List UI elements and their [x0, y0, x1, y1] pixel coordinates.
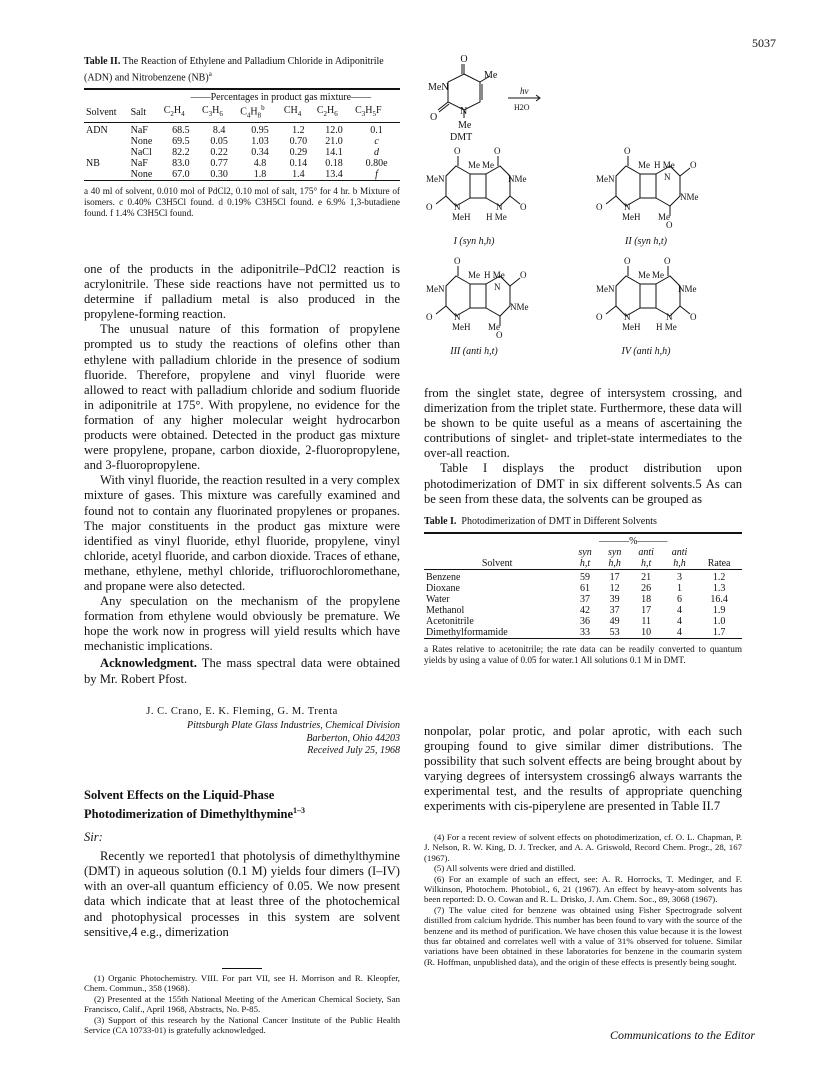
table-cell: 4	[677, 627, 683, 638]
svg-text:Me: Me	[638, 270, 650, 280]
svg-text:Me: Me	[482, 160, 494, 170]
svg-text:O: O	[520, 270, 527, 280]
table-i-col-solvent: Solvent	[481, 558, 513, 569]
reference: (3) Support of this research by the National Cancer Institute of the Public Health Service (CA 10733-01) is gratefully acknowledged.	[84, 1014, 400, 1036]
table-cell: 42	[580, 605, 591, 616]
dimer-iii-label: III (anti h,t)	[450, 346, 498, 357]
article-title-line1: Solvent Effects on the Liquid-Phase	[84, 788, 275, 802]
table-cell: Benzene	[426, 572, 461, 583]
dmt-label: DMT	[450, 132, 473, 143]
svg-text:H Me: H Me	[486, 212, 507, 222]
reference: (1) Organic Photochemistry. VIII. For part VII, see H. Morrison and R. Kleopfer, Chem. Commun., 358 (1968).	[84, 973, 400, 994]
table-row	[424, 627, 742, 639]
svg-text:Me: Me	[658, 212, 670, 222]
svg-text:Me: Me	[484, 70, 498, 81]
svg-text:O: O	[496, 330, 503, 340]
dimer-iv-label: IV (anti h,h)	[621, 346, 671, 357]
table-cell: None	[130, 135, 153, 147]
table-cell: 1.3	[712, 583, 726, 594]
table-cell: 3	[677, 572, 683, 583]
table-ii-col-c2h4: $C_2H_4$	[163, 104, 185, 118]
svg-text:MeN: MeN	[596, 174, 615, 184]
table-cell: 4	[677, 616, 683, 627]
table-cell: 0.1	[370, 124, 383, 136]
svg-text:H Me: H Me	[656, 322, 677, 332]
dmt-photodimer-scheme	[424, 54, 744, 384]
svg-text:O: O	[460, 54, 468, 65]
svg-text:O: O	[664, 256, 671, 266]
svg-text:MeH: MeH	[452, 322, 471, 332]
table-cell: 18	[641, 594, 652, 605]
svg-text:O: O	[454, 146, 461, 156]
affiliation: Pittsburgh Plate Glass Industries, Chemical Division	[187, 720, 400, 731]
table-ii-col-salt: Salt	[130, 106, 147, 118]
svg-text:N: N	[454, 312, 461, 322]
table-cell	[84, 136, 129, 147]
svg-text:NMe: NMe	[680, 192, 699, 202]
table-row	[424, 594, 742, 605]
right-paragraph: Table I displays the product distribution upon photodimerization of DMT in six different solvents.5 As can be seen from these data, the solvents can be grouped as	[424, 461, 742, 506]
right-references	[424, 832, 742, 967]
svg-text:Me: Me	[468, 160, 480, 170]
table-ii-caption-sup: a	[208, 70, 212, 78]
table-ii-col-c4h8: $C_4H_8^b$	[240, 104, 265, 120]
table-cell: 12	[609, 583, 620, 594]
svg-text:N: N	[624, 312, 631, 322]
table-cell: 11	[641, 616, 651, 627]
svg-text:Me: Me	[638, 160, 650, 170]
reference: (7) The value cited for benzene was obtained using Fisher Spectrograde solvent distilled from calcium hydride. This number has been found to vary with the source of the benzene and its method of purification. We have chosen this value because it is the lowest thus far obtained and correlates well with a value of 31% observed for toluene. Similar variations have been obtained in these laboratories for benzene in the coumarin system (R. Hoffman, unpublished data), and the origin of these effects is presently being sought.	[424, 904, 742, 967]
svg-text:Me: Me	[652, 270, 664, 280]
table-cell: 37	[580, 594, 591, 605]
table-cell: Dioxane	[426, 583, 460, 594]
table-row	[424, 616, 742, 627]
svg-text:O: O	[666, 220, 673, 230]
svg-text:MeN: MeN	[426, 174, 445, 184]
table-cell: 82.2	[172, 146, 190, 158]
table-ii-body	[84, 125, 400, 181]
table-cell: d	[374, 146, 380, 158]
table-cell: f	[375, 168, 378, 180]
left-references	[84, 968, 400, 1035]
table-row	[84, 136, 400, 147]
table-cell: 49	[609, 616, 620, 627]
article-title-line2: Photodimerization of Dimethylthymine$^{1-3}$	[84, 806, 306, 822]
table-cell: 17	[641, 605, 652, 616]
dimer-i-label: I (syn h,h)	[453, 236, 495, 247]
table-cell: 1.2	[292, 124, 305, 136]
svg-text:O: O	[690, 160, 697, 170]
left-paragraph: The unusual nature of this formation of propylene prompted us to study the reactions of olefins other than ethylene with palladium chloride in the presence of sodium fluoride. Therefore, propylene and vinyl fluoride were allowed to react with palladium chloride and sodium fluoride in adiponitrile at 175°. With propylene, no evidence for the formation of any higher molecular weight hydrocarbon products were obtained. Detected in the product gas mixture were propylene, propane, carbon dioxide, 2-fluoropropylene, and 3-fluoropropylene.	[84, 322, 400, 473]
svg-text:NMe: NMe	[508, 174, 527, 184]
svg-text:hν: hν	[520, 86, 529, 96]
table-cell: 83.0	[172, 157, 190, 169]
table-cell: 0.77	[210, 157, 228, 169]
signature-block	[84, 706, 400, 758]
svg-text:Me: Me	[488, 322, 500, 332]
table-i-block	[424, 516, 742, 666]
svg-text:MeH: MeH	[452, 212, 471, 222]
table-cell: 4.8	[253, 157, 267, 169]
table-cell: 26	[641, 583, 652, 594]
table-cell: ADN	[86, 124, 108, 136]
table-ii-col-ch4: $CH_4$	[283, 104, 302, 118]
table-cell: 17	[609, 572, 620, 583]
svg-text:O: O	[426, 202, 433, 212]
table-cell: 0.34	[251, 146, 269, 158]
svg-text:O: O	[690, 312, 697, 322]
table-cell: 69.5	[172, 135, 190, 147]
table-cell: NaCl	[130, 146, 152, 158]
table-cell: 0.70	[289, 135, 308, 147]
dimer-ii-label: II (syn h,t)	[625, 236, 667, 247]
table-cell: 1.7	[712, 627, 726, 638]
table-ii-footnote: a 40 ml of solvent, 0.010 mol of PdCl2, 0.10 mol of salt, 175° for 4 hr. b Mixture of isomers. c 0.40% C3H5Cl found. d 0.19% C3H5Cl found. e 6.9% 1,3-butadiene found. f 1.4% C3H5Cl found.	[84, 185, 400, 218]
svg-text:N: N	[664, 172, 671, 182]
left-body	[84, 262, 400, 687]
table-ii-col-c2h6: $C_2H_6$	[316, 104, 338, 118]
svg-text:MeN: MeN	[426, 284, 445, 294]
affiliation-city: Barberton, Ohio 44203	[306, 732, 400, 744]
table-cell: 36	[580, 616, 591, 627]
table-cell: 1.9	[712, 605, 726, 616]
table-ii-group-header: ——Percentages in product gas mixture——	[190, 92, 372, 104]
page-number: 5037	[752, 36, 776, 50]
svg-text:H2O: H2O	[514, 103, 530, 112]
table-ii	[84, 92, 400, 183]
table-cell: 0.29	[289, 146, 308, 158]
reference: (6) For an example of such an effect, see: A. R. Horrocks, T. Medinger, and F. Wilkinson, Photochem. Photobiol., 6, 21 (1967). An effect by heavy-atom solvents has been reported: D. O. Cowan and R. L. Drisko, J. Am. Chem. Soc., 89, 3068 (1967).	[424, 873, 742, 905]
table-cell: 21.0	[325, 135, 343, 147]
table-cell: 0.30	[210, 168, 228, 180]
table-row	[84, 125, 400, 136]
acknowledgment: Acknowledgment. The mass spectral data were obtained by Mr. Robert Pfost.	[84, 656, 400, 686]
table-row	[424, 605, 742, 616]
svg-text:NMe: NMe	[678, 284, 697, 294]
table-i-pct: ———%———	[599, 536, 668, 547]
table-row	[84, 147, 400, 158]
svg-text:O: O	[624, 256, 631, 266]
table-cell: 1.8	[253, 168, 267, 180]
svg-text:O: O	[494, 146, 501, 156]
table-cell: 37	[609, 605, 620, 616]
table-cell: 4	[677, 605, 683, 616]
table-cell: Acetonitrile	[426, 616, 474, 627]
table-cell: 0.05	[210, 135, 228, 147]
svg-text:MeN: MeN	[596, 284, 615, 294]
right-body-continued: nonpolar, polar protic, and polar aprotic, with each such grouping found to give similar dimer distributions. The possibility that such solvent effects are being brought about by varying degrees of intersystem crossing6 always warrants the experimental test, and the results of appropriate quenching experiments with cis-piperylene are presented in Table II.7	[424, 724, 742, 814]
article-header	[84, 788, 400, 940]
table-cell	[84, 169, 129, 181]
table-cell: 68.5	[172, 124, 190, 136]
right-paragraph: from the singlet state, degree of intersystem crossing, and dimerization from the triplet state. Furthermore, these data will be shown to be quite useful as a means of ascertaining the contributions of singlet- and triplet-state intermediates to the over-all reaction.	[424, 386, 742, 461]
svg-text:O: O	[430, 112, 438, 123]
table-cell: 33	[580, 627, 591, 638]
table-cell: 12.0	[325, 124, 343, 136]
table-cell: 1	[677, 583, 683, 594]
table-cell: 61	[580, 583, 591, 594]
reference: (5) All solvents were dried and distilled.	[434, 863, 576, 874]
table-cell: 16.4	[710, 594, 728, 605]
table-cell: 1.2	[712, 572, 726, 583]
table-cell: 53	[609, 627, 620, 638]
table-row	[424, 583, 742, 594]
table-cell: c	[374, 135, 379, 147]
table-cell: 1.4	[292, 168, 305, 180]
table-cell: 10	[641, 627, 652, 638]
table-ii-block	[84, 56, 400, 219]
article-first-paragraph: Recently we reported1 that photolysis of dimethylthymine (DMT) in aqueous solution (0.1 M) yields four dimers (I–IV) with an over-all quantum efficiency of 0.05. We now present data which indicate that at least three of the photochemical and photophysical processes in this system are solvent sensitive,4 e.g., dimerization	[84, 849, 400, 939]
table-cell: 0.22	[210, 146, 228, 158]
table-i-footnote: a Rates relative to acetonitrile; the rate data can be readily converted to quantum yields by using a value of 0.05 for water.1 All solutions 0.1 M in DMT.	[424, 644, 742, 665]
table-cell: 1.03	[251, 135, 269, 147]
svg-text:H Me: H Me	[654, 160, 675, 170]
svg-text:Me: Me	[468, 270, 480, 280]
svg-text:O: O	[520, 202, 527, 212]
table-cell: 8.4	[212, 124, 226, 136]
reference: (2) Presented at the 155th National Meeting of the American Chemical Society, San Francisco, Calif., April 1968, Abstracts, No. P-85.	[84, 993, 400, 1015]
table-cell: NaF	[130, 157, 148, 169]
salutation: Sir:	[84, 830, 103, 845]
table-i: ———%——— syn syn anti anti Solvent h,t h,h h,t h,h Ratea Benzene 59 17 21 3 1.2 Dioxane 61 12 26 1 1.3 Water 37 39 18 6 16.4 Methanol 42 37 17 4 1.9 Acetonitrile 36 49 11 4 1.0 Dimethylformamide 33 53 10 4 1.7	[424, 536, 742, 642]
received-date: Received July 25, 1968	[307, 745, 400, 756]
table-cell: 13.4	[325, 168, 343, 180]
table-cell: 21	[641, 572, 652, 583]
table-cell: NaF	[130, 124, 148, 136]
table-row	[84, 158, 400, 169]
right-body	[424, 386, 742, 507]
table-cell: 0.14	[289, 157, 308, 169]
reference: (4) For a recent review of solvent effects on photodimerization, cf. O. L. Chapman, P. J. Nelson, R. W. King, D. J. Trecker, and A. A. Griswold, Record Chem. Progr., 28, 167 (1967).	[424, 832, 742, 863]
left-paragraph: Any speculation on the mechanism of the propylene formation from ethylene would obviously be premature. We hope the work now in progress will yield results which have mechanistic implications.	[84, 594, 400, 654]
svg-text:Me: Me	[458, 120, 472, 131]
table-cell: 0.80e	[365, 157, 388, 169]
table-ii-caption-text: The Reaction of Ethylene and Palladium Chloride in Adiponitrile (ADN) and Nitrobenzene (NB)	[84, 56, 384, 84]
dimer-iv-structure	[596, 256, 697, 332]
svg-text:H Me: H Me	[484, 270, 505, 280]
svg-text:N: N	[460, 106, 468, 117]
table-cell: NB	[86, 157, 100, 169]
table-cell: 6	[677, 594, 683, 605]
table-ii-col-c3h6: $C_3H_6$	[201, 104, 223, 118]
table-row	[84, 169, 400, 181]
svg-text:O: O	[596, 312, 603, 322]
left-paragraph: With vinyl fluoride, the reaction resulted in a very complex mixture of gases. This mixture was carefully examined and found not to contain any fluorinated propylenes or propanes. The major constituents in the product gas mixture were identified as vinyl fluoride, ethyl fluoride, propylene, vinyl chloride, acetyl fluoride, and carbon dioxide. Traces of ethane, methane, ethylene, methyl chloride, trifluorochloromethane, and propane were also detected.	[84, 473, 400, 593]
page-footer: Communications to the Editor	[610, 1028, 755, 1042]
table-cell: Dimethylformamide	[426, 627, 508, 638]
svg-text:O: O	[624, 146, 631, 156]
table-cell: Methanol	[426, 605, 465, 616]
table-cell: None	[130, 168, 153, 180]
table-i-col-rate: Ratea	[707, 558, 731, 569]
svg-text:MeH: MeH	[622, 322, 641, 332]
table-cell	[84, 147, 129, 158]
authors: J. C. Crano, E. K. Fleming, G. M. Trenta	[146, 706, 338, 717]
table-cell: 14.1	[325, 146, 343, 158]
table-cell: 0.95	[251, 124, 269, 136]
svg-text:N: N	[666, 312, 673, 322]
left-paragraph: one of the products in the adiponitrile–PdCl2 reaction is acrylonitrile. These side reactions have not permitted us to determine if palladium metal is also produced in the propylene-forming reaction.	[84, 262, 400, 322]
dimer-ii-structure	[596, 146, 699, 230]
svg-text:O: O	[596, 202, 603, 212]
svg-text:MeH: MeH	[622, 212, 641, 222]
svg-text:O: O	[426, 312, 433, 322]
dimer-i-structure	[426, 146, 527, 222]
table-ii-col-c3h5f: $C_3H_5F$	[355, 104, 382, 118]
svg-text:MeN: MeN	[428, 82, 449, 93]
table-row	[424, 572, 742, 583]
svg-text:N: N	[496, 202, 503, 212]
svg-text:N: N	[624, 202, 631, 212]
table-cell: 39	[609, 594, 620, 605]
table-ii-caption-label: Table II.	[84, 56, 121, 67]
table-ii-caption	[84, 56, 400, 84]
table-cell: Water	[426, 594, 450, 605]
table-cell: 59	[580, 572, 591, 583]
svg-text:NMe: NMe	[510, 302, 529, 312]
table-cell: 67.0	[172, 168, 190, 180]
svg-text:O: O	[454, 256, 461, 266]
svg-text:N: N	[454, 202, 461, 212]
svg-text:N: N	[494, 282, 501, 292]
table-cell: 1.0	[712, 616, 726, 627]
dimer-iii-structure	[426, 256, 529, 340]
table-i-body	[424, 572, 742, 639]
table-cell: 0.18	[325, 157, 343, 169]
table-ii-col-solvent: Solvent	[86, 106, 117, 118]
table-i-caption: Table I. Photodimerization of DMT in Different Solvents	[424, 516, 657, 527]
